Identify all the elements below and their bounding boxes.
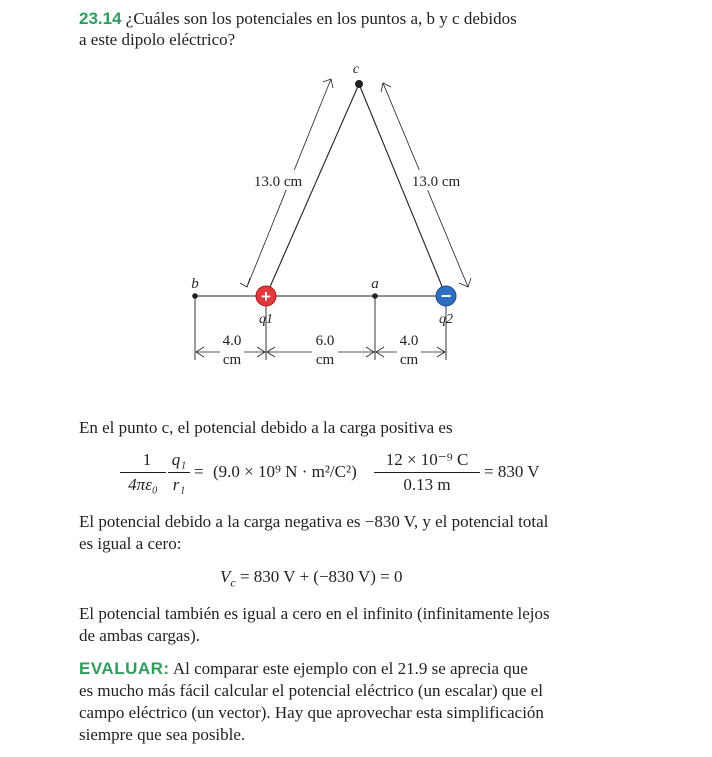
label-a-q2-unit: cm (399, 352, 419, 368)
evaluate-line1 (79, 658, 609, 680)
label-point-a: a (371, 276, 379, 292)
problem-question-line1: ¿Cuáles son los potenciales en los puntos a, b y c debidos (125, 9, 517, 28)
paragraph-negative-line2: es igual a cero: (79, 534, 182, 553)
evaluate-text1: Al comparar este ejemplo con el 21.9 se aprecia que (172, 659, 528, 678)
label-right-distance: 13.0 cm (411, 174, 461, 190)
label-left-distance: 13.0 cm (253, 174, 303, 190)
label-a-q2-value: 4.0 (399, 333, 419, 349)
label-b-q1-value: 4.0 (222, 333, 242, 349)
frac2-denominator: r₁ (172, 475, 186, 494)
paragraph-infinity-line1: El potencial también es igual a cero en el infinito (infinitamente lejos (79, 604, 550, 623)
label-b-q1-unit: cm (222, 352, 242, 368)
minus-sign: − (440, 286, 452, 306)
vc-subscript: c (230, 575, 236, 590)
label-q1-a-value: 6.0 (315, 333, 335, 349)
label-point-c: c (352, 62, 360, 77)
label-q2: q2 (439, 312, 453, 327)
label-point-b: b (191, 276, 199, 292)
label-q1-a-unit: cm (315, 352, 335, 368)
evaluate-line2: es mucho más fácil calcular el potencial eléctrico (un escalar) que el (79, 681, 543, 700)
total-rhs: = 830 V + (−830 V) = 0 (239, 567, 403, 586)
equals-sign: = (194, 462, 204, 481)
evaluate-line4: siempre que sea posible. (79, 725, 246, 744)
evaluate-label: EVALUAR: (79, 659, 170, 678)
point-c-dot (355, 80, 363, 88)
paragraph-infinity-line2: de ambas cargas). (79, 626, 200, 645)
equation-potential (0, 448, 712, 498)
frac3-denominator: 0.13 m (403, 475, 451, 494)
problem-number: 23.14 (79, 9, 122, 28)
vc-symbol: V (220, 567, 231, 586)
plus-sign: + (261, 287, 271, 306)
coulomb-constant: (9.0 × 10⁹ N · m²/C²) (213, 462, 357, 481)
paragraph-positive-charge: En el punto c, el potencial debido a la carga positiva es (79, 418, 453, 437)
label-q1: q1 (259, 312, 273, 327)
evaluate-line3: campo eléctrico (un vector). Hay que aprovechar esta simplificación (79, 703, 544, 722)
equation-total-potential (220, 567, 403, 590)
point-a-dot (372, 293, 378, 299)
problem-question-line2: a este dipolo eléctrico? (79, 30, 236, 49)
paragraph-negative-line1: El potencial debido a la carga negativa es −830 V, y el potencial total (79, 512, 549, 531)
frac3-numerator: 12 × 10⁻⁹ C (385, 450, 469, 469)
point-b-dot (192, 293, 198, 299)
result-value: = 830 V (484, 462, 540, 481)
frac1-numerator: 1 (142, 450, 152, 469)
frac1-denominator: 4πε₀ (128, 475, 158, 494)
frac2-numerator: q₁ (171, 450, 187, 469)
